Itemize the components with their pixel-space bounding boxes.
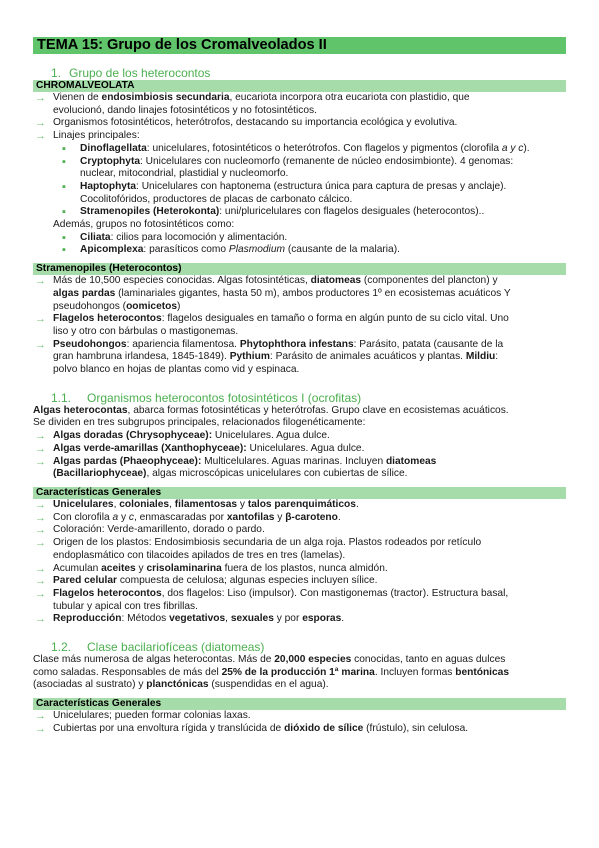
list-item: → Flagelos heterocontos: flagelos desiguales en tamaño o forma en algún punto de su ciclo vital. Uno liso y otro con bárbulas o mastigonemas. xyxy=(35,313,509,337)
list-item: → Unicelulares; pueden formar colonias laxas. xyxy=(35,710,251,723)
section-bar-caracteristicas-2: Características Generales xyxy=(33,698,566,710)
list-item: → Más de 10,500 especies conocidas. Algas fotosintéticas, diatomeas (componentes del plancton) y algas pardas (laminariales gigantes, hasta 50 m), ambos productores 1º en ecosistemas acuáticos Y pseudohongos (oomicetos) xyxy=(35,275,511,312)
static-text: Además, grupos no fotosintéticos como: xyxy=(53,219,235,231)
arrow-icon: → xyxy=(35,338,46,351)
list-item: → Algas doradas (Chrysophyceae): Unicelulares. Agua dulce. xyxy=(35,430,330,443)
arrow-icon: → xyxy=(35,511,46,524)
list-item: → Acumulan aceites y crisolaminarina fuera de los plastos, nunca almidón. xyxy=(35,562,388,575)
list-item: → Linajes principales: xyxy=(35,130,140,143)
page-title: TEMA 15: Grupo de los Cromalveolados II xyxy=(33,37,566,54)
list-item: → Unicelulares, coloniales, filamentosas y talos parenquimáticos. xyxy=(35,498,359,511)
list-item: ▪ Haptophyta: Unicelulares con haptonema (estructura única para captura de presas y anclaje). Cocolitofóridos, productores de placas de carbonato cálcico. xyxy=(62,180,507,205)
arrow-icon: → xyxy=(35,455,46,468)
bullet-icon: ▪ xyxy=(62,244,66,257)
section-heading-1-1: 1.1. Organismos heterocontos fotosintéticos I (ocrofitas) xyxy=(51,390,362,405)
bullet-icon: ▪ xyxy=(62,231,66,244)
list-item: ▪ Dinoflagellata: unicelulares, fotosintéticos o heterótrofos. Con flagelos y pigmentos (clorofila a y c). xyxy=(62,142,530,155)
arrow-icon: → xyxy=(35,613,46,626)
list-item: ▪ Stramenopiles (Heterokonta): uni/pluricelulares con flagelos desiguales (heterocontos).. xyxy=(62,206,485,219)
arrow-icon: → xyxy=(35,722,46,735)
list-item: → Vienen de endosimbiosis secundaria, eucariota incorpora otra eucariota con plastidio, que evolucionó, dando linajes fotosintéticos y no fotosintéticos. xyxy=(35,92,470,116)
section-bar-stramenopiles: Stramenopiles (Heterocontos) xyxy=(33,263,566,275)
list-item: → Cubiertas por una envoltura rígida y translúcida de dióxido de sílice (frústulo), sin celulosa. xyxy=(35,722,469,735)
list-item: ▪ Apicomplexa: parasíticos como Plasmodium (causante de la malaria). xyxy=(62,244,400,257)
list-item: → Origen de los plastos: Endosimbiosis secundaria de un alga roja. Plastos rodeados por retículo endoplasmático con tilacoides apilados de tres en tres (lamelas). xyxy=(35,537,482,561)
list-item: → Organismos fotosintéticos, heterótrofos, destacando su importancia ecológica y evolutiva. xyxy=(35,117,458,130)
arrow-icon: → xyxy=(35,442,46,455)
list-item: ▪ Cryptophyta: Unicelulares con nucleomorfo (remanente de núcleo endosimbionte). 4 genomas: nuclear, mitocondrial, plastidial y nucleomorfo. xyxy=(62,155,514,180)
bullet-icon: ▪ xyxy=(62,155,66,168)
arrow-icon: → xyxy=(35,275,46,288)
section-bar-caracteristicas: Características Generales xyxy=(33,487,566,499)
list-item: → Coloración: Verde-amarillento, dorado o pardo. xyxy=(35,524,265,537)
list-item: → Reproducción: Métodos vegetativos, sexuales y por esporas. xyxy=(35,613,345,626)
list-item: → Pseudohongos: apariencia filamentosa. Phytophthora infestans: Parásito, patata (causante de la gran hambruna irlandesa, 1845-1849). Pythium: Parásito de animales acuáticos y plantas. Mildiu: polvo blanco en hojas de plantas como vid y espinaca. xyxy=(35,338,504,376)
arrow-icon: → xyxy=(35,562,46,575)
arrow-icon: → xyxy=(35,575,46,588)
bullet-icon: ▪ xyxy=(62,206,66,219)
arrow-icon: → xyxy=(35,710,46,723)
arrow-icon: → xyxy=(35,130,46,143)
list-item: ▪ Ciliata: cilios para locomoción y alimentación. xyxy=(62,231,288,244)
arrow-icon: → xyxy=(35,498,46,511)
list-item: → Pared celular compuesta de celulosa; algunas especies incluyen sílice. xyxy=(35,575,378,588)
paragraph: Algas heterocontas, abarca formas fotosintéticas y heterótrofas. Grupo clave en ecosistemas acuáticos. Se dividen en tres subgrupos principales, relacionados filogenéticamente: xyxy=(33,404,509,429)
section-heading-1-2: 1.2. Clase bacilariofíceas (diatomeas) xyxy=(51,640,265,655)
arrow-icon: → xyxy=(35,92,46,104)
arrow-icon: → xyxy=(35,117,46,130)
list-item: → Algas verde-amarillas (Xanthophyceae): Unicelulares. Agua dulce. xyxy=(35,442,365,455)
arrow-icon: → xyxy=(35,587,46,600)
section-bar-chromalveolata: CHROMALVEOLATA xyxy=(33,80,566,92)
section-heading-1: 1. Grupo de los heterocontos xyxy=(51,66,211,80)
bullet-icon: ▪ xyxy=(62,180,66,193)
list-item: → Flagelos heterocontos, dos flagelos: Liso (impulsor). Con mastigonemas (tractor). Estructura basal, tubular y apical con tres fibrillas. xyxy=(35,587,509,612)
arrow-icon: → xyxy=(35,313,46,326)
arrow-icon: → xyxy=(35,537,46,550)
paragraph: Clase más numerosa de algas heterocontas. Más de 20,000 especies conocidas, tanto en aguas dulces como saladas. Responsables de más del 25% de la producción 1ª marina. Incluyen formas bentónicas (asociadas al sustrato) y planctónicas (suspendidas en el agua). xyxy=(33,654,510,691)
list-item: → Con clorofila a y c, enmascaradas por xantofilas y β-caroteno. xyxy=(35,511,341,524)
arrow-icon: → xyxy=(35,430,46,443)
arrow-icon: → xyxy=(35,524,46,537)
list-item: → Algas pardas (Phaeophyceae): Multicelulares. Aguas marinas. Incluyen diatomeas (Bacillariophyceae), algas microscópicas unicelulares con cubiertas de sílice. xyxy=(35,455,437,480)
bullet-icon: ▪ xyxy=(62,142,66,155)
